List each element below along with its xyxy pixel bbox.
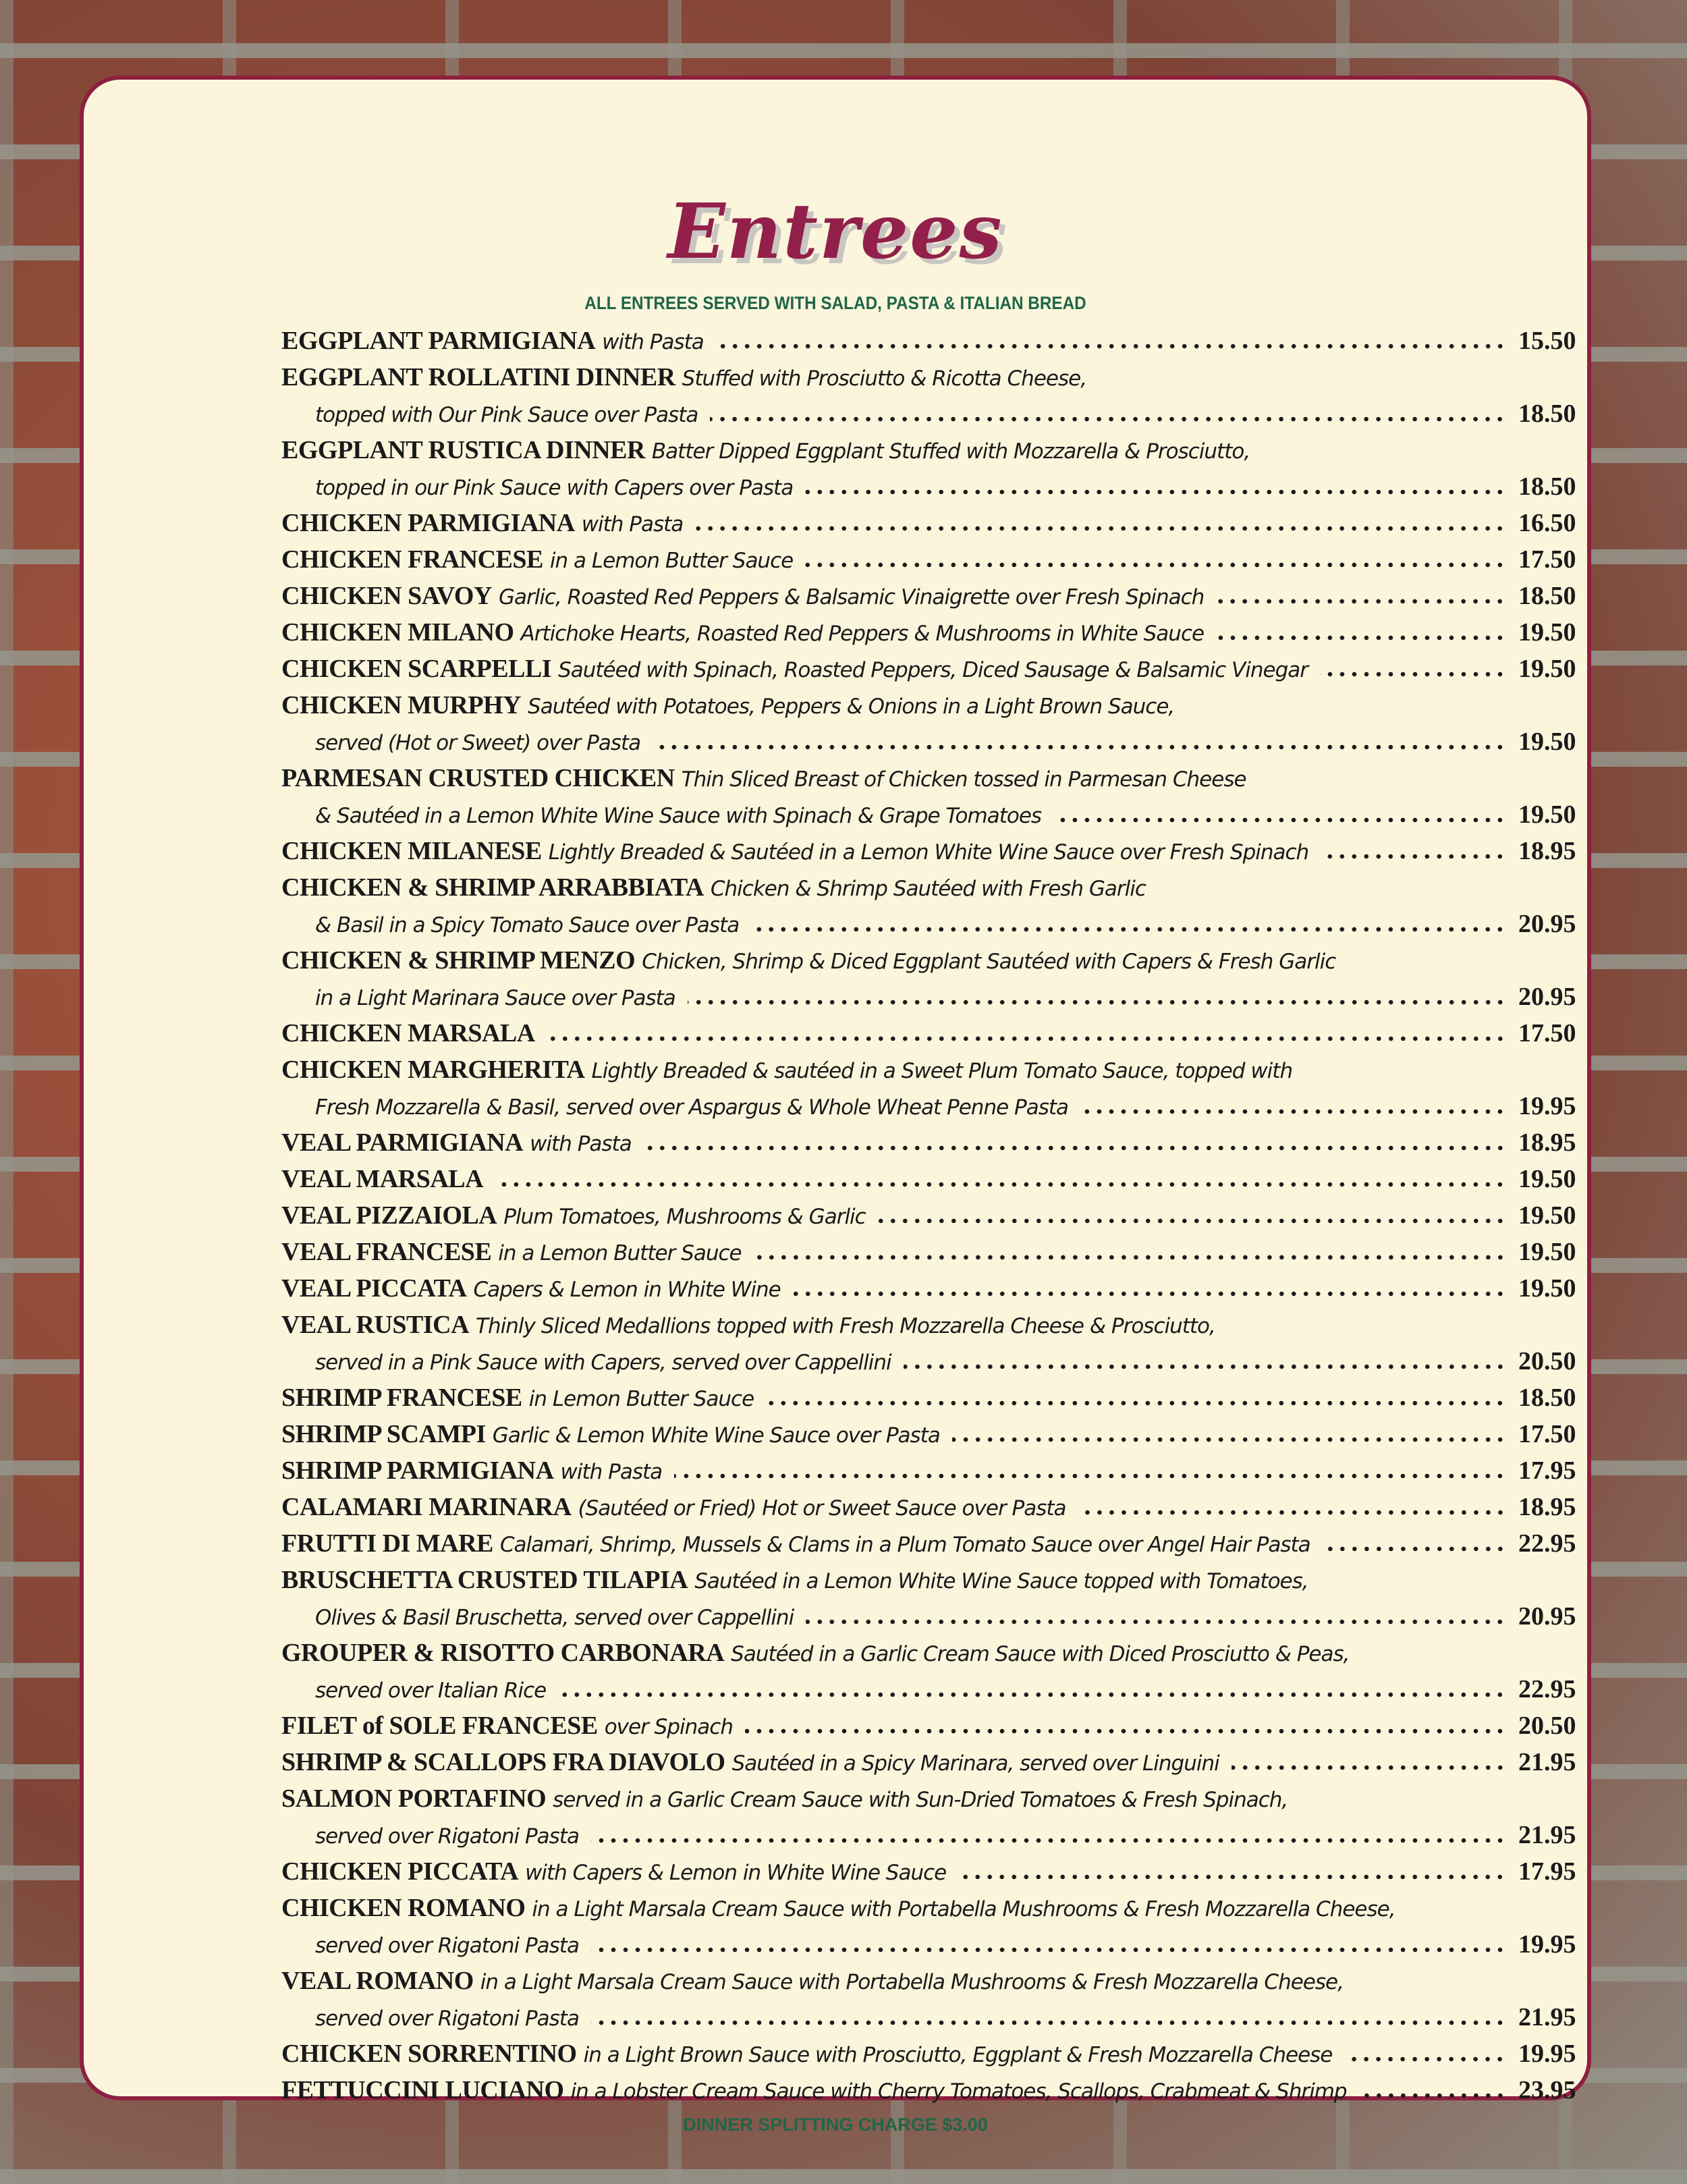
item-description: Sautéed in a Spicy Marinara, served over Linguini bbox=[731, 1751, 1219, 1776]
dot-leader bbox=[1344, 2056, 1506, 2062]
item-price: 18.50 bbox=[1518, 582, 1576, 610]
item-description-continued: Fresh Mozzarella & Basil, served over Aspargus & Whole Wheat Penne Pasta bbox=[315, 1095, 1069, 1120]
menu-item-line bbox=[281, 1525, 1575, 1562]
item-description: Plum Tomatoes, Mushrooms & Garlic bbox=[503, 1205, 866, 1229]
item-description: in a Light Brown Sauce with Prosciutto, Eggplant & Fresh Mozzarella Cheese bbox=[583, 2043, 1333, 2067]
item-name: CHICKEN MILANESE bbox=[281, 837, 542, 865]
menu-item bbox=[281, 833, 1575, 869]
item-name: EGGPLANT PARMIGIANA bbox=[281, 327, 596, 355]
item-description: Capers & Lemon in White Wine bbox=[473, 1278, 781, 1302]
footer-note: DINNER SPLITTING CHARGE $3.00 bbox=[683, 2114, 988, 2135]
item-name: CHICKEN ROMANO bbox=[281, 1894, 526, 1922]
item-description: in a Light Marsala Cream Sauce with Portabella Mushrooms & Fresh Mozzarella Cheese, bbox=[480, 1970, 1344, 1994]
item-description: Sautéed in a Lemon White Wine Sauce topped with Tomatoes, bbox=[694, 1569, 1308, 1593]
item-description: with Capers & Lemon in White Wine Sauce bbox=[525, 1861, 947, 1885]
item-price: 18.95 bbox=[1518, 837, 1576, 865]
dot-leader bbox=[793, 1291, 1506, 1296]
menu-item bbox=[281, 1452, 1575, 1489]
item-name: VEAL FRANCESE bbox=[281, 1238, 492, 1266]
menu-item bbox=[281, 1963, 1575, 2036]
dot-leader bbox=[1053, 817, 1506, 823]
item-name: CHICKEN SORRENTINO bbox=[281, 2040, 577, 2068]
menu-item bbox=[281, 541, 1575, 578]
menu-item-line bbox=[281, 1452, 1575, 1489]
item-description: Thin Sliced Breast of Chicken tossed in Parmesan Cheese bbox=[681, 767, 1246, 792]
item-price: 20.95 bbox=[1518, 910, 1576, 938]
item-price: 23.95 bbox=[1518, 2076, 1576, 2104]
menu-item bbox=[281, 942, 1575, 1015]
menu-item-line bbox=[281, 724, 1575, 760]
menu-item-line bbox=[281, 1124, 1575, 1161]
item-description: in a Lemon Butter Sauce bbox=[549, 549, 794, 573]
dot-leader bbox=[644, 1145, 1506, 1151]
item-name: CHICKEN MURPHY bbox=[281, 691, 522, 719]
menu-item bbox=[281, 1234, 1575, 1270]
menu-item-line bbox=[281, 541, 1575, 578]
menu-item-line bbox=[281, 1234, 1575, 1270]
item-price: 18.50 bbox=[1518, 472, 1576, 501]
dot-leader bbox=[952, 1437, 1506, 1442]
menu-item bbox=[281, 869, 1575, 942]
item-description-continued: served over Rigatoni Pasta bbox=[315, 1824, 579, 1849]
menu-item-line bbox=[281, 1088, 1575, 1124]
menu-item-line bbox=[281, 1489, 1575, 1525]
item-price: 18.95 bbox=[1518, 1128, 1576, 1157]
item-name: VEAL PARMIGIANA bbox=[281, 1128, 524, 1157]
item-description: Calamari, Shrimp, Mussels & Clams in a Plum Tomato Sauce over Angel Hair Pasta bbox=[499, 1533, 1310, 1557]
menu-item bbox=[281, 1780, 1575, 1853]
dot-leader bbox=[695, 526, 1506, 531]
item-description: Artichoke Hearts, Roasted Red Peppers & Mushrooms in White Sauce bbox=[520, 622, 1205, 646]
item-description: Lightly Breaded & sautéed in a Sweet Plum Tomato Sauce, topped with bbox=[591, 1059, 1293, 1083]
item-description: in a Lemon Butter Sauce bbox=[498, 1241, 742, 1265]
item-price: 22.95 bbox=[1518, 1675, 1576, 1703]
item-name: EGGPLANT RUSTICA DINNER bbox=[281, 436, 645, 464]
dot-leader bbox=[806, 1619, 1506, 1625]
menu-item bbox=[281, 1416, 1575, 1452]
item-name: GROUPER & RISOTTO CARBONARA bbox=[281, 1639, 725, 1667]
menu-item-line bbox=[281, 1817, 1575, 1853]
menu-item-line bbox=[281, 432, 1575, 468]
menu-item bbox=[281, 1052, 1575, 1124]
item-price: 19.95 bbox=[1518, 1930, 1576, 1959]
menu-item bbox=[281, 1890, 1575, 1963]
item-price: 17.95 bbox=[1518, 1857, 1576, 1886]
dot-leader bbox=[1359, 2093, 1506, 2098]
item-description: in a Lobster Cream Sauce with Cherry Tomatoes, Scallops, Crabmeat & Shrimp bbox=[570, 2079, 1347, 2104]
item-name: VEAL PIZZAIOLA bbox=[281, 1201, 497, 1230]
menu-item-line bbox=[281, 1161, 1575, 1197]
item-description: Sautéed in a Garlic Cream Sauce with Diced Prosciutto & Peas, bbox=[731, 1642, 1350, 1666]
item-name: SALMON PORTAFINO bbox=[281, 1784, 547, 1813]
menu-item bbox=[281, 1270, 1575, 1307]
item-description-continued: served over Rigatoni Pasta bbox=[315, 2006, 579, 2031]
item-description: Lightly Breaded & Sautéed in a Lemon White Wine Sauce over Fresh Spinach bbox=[548, 840, 1309, 865]
menu-item-line bbox=[281, 614, 1575, 651]
menu-card bbox=[80, 76, 1591, 2135]
item-name: SHRIMP SCAMPI bbox=[281, 1420, 486, 1448]
menu-item-line bbox=[281, 906, 1575, 942]
menu-item bbox=[281, 1124, 1575, 1161]
item-price: 18.95 bbox=[1518, 1493, 1576, 1521]
dot-leader bbox=[591, 1838, 1506, 1843]
menu-item-line bbox=[281, 1780, 1575, 1817]
item-price: 19.50 bbox=[1518, 1238, 1576, 1266]
menu-item bbox=[281, 578, 1575, 614]
menu-item bbox=[281, 651, 1575, 687]
menu-item bbox=[281, 1744, 1575, 1780]
item-price: 17.95 bbox=[1518, 1456, 1576, 1485]
item-name: CHICKEN PICCATA bbox=[281, 1857, 519, 1886]
item-name: SHRIMP & SCALLOPS FRA DIAVOLO bbox=[281, 1748, 725, 1776]
item-price: 21.95 bbox=[1518, 2003, 1576, 2031]
menu-item-line bbox=[281, 323, 1575, 359]
dot-leader bbox=[805, 562, 1506, 568]
item-price: 19.50 bbox=[1518, 1274, 1576, 1303]
menu-item bbox=[281, 687, 1575, 760]
menu-item-line bbox=[281, 1052, 1575, 1088]
dot-leader bbox=[674, 1473, 1506, 1479]
menu-item-line bbox=[281, 760, 1575, 796]
item-name: EGGPLANT ROLLATINI DINNER bbox=[281, 363, 675, 391]
menu-item-line bbox=[281, 2036, 1575, 2072]
menu-item bbox=[281, 1380, 1575, 1416]
dot-leader bbox=[591, 2020, 1506, 2025]
menu-item-line bbox=[281, 1671, 1575, 1708]
item-price: 19.50 bbox=[1518, 1165, 1576, 1193]
menu-item-line bbox=[281, 1416, 1575, 1452]
subtitle: ALL ENTREES SERVED WITH SALAD, PASTA & ITALIAN BREAD bbox=[584, 293, 1086, 313]
menu-item-line bbox=[281, 468, 1575, 505]
menu-item-line bbox=[281, 651, 1575, 687]
menu-item bbox=[281, 1197, 1575, 1234]
item-price: 20.95 bbox=[1518, 1602, 1576, 1631]
menu-item-line bbox=[281, 1562, 1575, 1598]
menu-item-line bbox=[281, 1015, 1575, 1052]
item-price: 20.50 bbox=[1518, 1712, 1576, 1740]
menu-item bbox=[281, 1489, 1575, 1525]
dot-leader bbox=[495, 1182, 1506, 1187]
item-description: in a Light Marsala Cream Sauce with Portabella Mushrooms & Fresh Mozzarella Cheese, bbox=[532, 1897, 1395, 1921]
dot-leader bbox=[558, 1692, 1506, 1697]
item-description-continued: served in a Pink Sauce with Capers, served over Cappellini bbox=[315, 1350, 891, 1375]
dot-leader bbox=[904, 1364, 1506, 1369]
dot-leader bbox=[1078, 1510, 1506, 1515]
menu-item-line bbox=[281, 578, 1575, 614]
menu-item bbox=[281, 1562, 1575, 1635]
item-price: 17.50 bbox=[1518, 545, 1576, 574]
dot-leader bbox=[751, 927, 1506, 932]
dot-leader bbox=[688, 1000, 1506, 1005]
item-price: 15.50 bbox=[1518, 327, 1576, 355]
item-name: SHRIMP PARMIGIANA bbox=[281, 1456, 554, 1485]
item-price: 21.95 bbox=[1518, 1821, 1576, 1849]
menu-item bbox=[281, 1708, 1575, 1744]
item-name: CHICKEN MILANO bbox=[281, 618, 514, 647]
item-name: VEAL ROMANO bbox=[281, 1967, 474, 1995]
dot-leader bbox=[716, 344, 1506, 349]
menu-item-line bbox=[281, 1963, 1575, 1999]
menu-item-line bbox=[281, 2072, 1575, 2108]
item-price: 21.95 bbox=[1518, 1748, 1576, 1776]
menu-item bbox=[281, 1525, 1575, 1562]
item-name: CHICKEN & SHRIMP ARRABBIATA bbox=[281, 873, 704, 902]
item-name: CHICKEN MARSALA bbox=[281, 1019, 535, 1047]
menu-item bbox=[281, 1015, 1575, 1052]
item-description-continued: Olives & Basil Bruschetta, served over Cappellini bbox=[315, 1606, 794, 1630]
dot-leader bbox=[958, 1874, 1506, 1880]
item-name: VEAL RUSTICA bbox=[281, 1311, 470, 1339]
dot-leader bbox=[1323, 1546, 1506, 1552]
item-name: CHICKEN SCARPELLI bbox=[281, 655, 552, 683]
menu-item-line bbox=[281, 833, 1575, 869]
item-description: (Sautéed or Fried) Hot or Sweet Sauce over Pasta bbox=[578, 1496, 1066, 1521]
dot-leader bbox=[1216, 635, 1506, 640]
dot-leader bbox=[878, 1218, 1506, 1224]
item-price: 19.50 bbox=[1518, 1201, 1576, 1230]
item-price: 22.95 bbox=[1518, 1529, 1576, 1558]
dot-leader bbox=[766, 1400, 1506, 1406]
menu-item bbox=[281, 2072, 1575, 2108]
menu-item-line bbox=[281, 869, 1575, 906]
item-description: over Spinach bbox=[604, 1715, 733, 1739]
dot-leader bbox=[1080, 1109, 1506, 1114]
menu-item-line bbox=[281, 796, 1575, 833]
menu-item-line bbox=[281, 1343, 1575, 1380]
item-description-continued: & Sautéed in a Lemon White Wine Sauce with Spinach & Grape Tomatoes bbox=[315, 804, 1042, 828]
menu-item-line bbox=[281, 1744, 1575, 1780]
menu-item-line bbox=[281, 1197, 1575, 1234]
menu-item-line bbox=[281, 979, 1575, 1015]
menu-item bbox=[281, 505, 1575, 541]
item-description: served in a Garlic Cream Sauce with Sun-Dried Tomatoes & Fresh Spinach, bbox=[553, 1788, 1288, 1812]
menu-item-line bbox=[281, 1598, 1575, 1635]
item-description: Garlic & Lemon White Wine Sauce over Pasta bbox=[492, 1423, 940, 1448]
dot-leader bbox=[1216, 599, 1506, 604]
item-name: SHRIMP FRANCESE bbox=[281, 1384, 522, 1412]
menu-item-line bbox=[281, 1635, 1575, 1671]
item-name: CHICKEN & SHRIMP MENZO bbox=[281, 946, 636, 975]
item-price: 17.50 bbox=[1518, 1420, 1576, 1448]
item-name: CHICKEN FRANCESE bbox=[281, 545, 543, 574]
menu-item-line bbox=[281, 1307, 1575, 1343]
menu-item bbox=[281, 359, 1575, 432]
item-price: 20.95 bbox=[1518, 983, 1576, 1011]
item-name: CHICKEN SAVOY bbox=[281, 582, 492, 610]
item-price: 16.50 bbox=[1518, 509, 1576, 537]
item-description: with Pasta bbox=[530, 1132, 632, 1156]
item-description: in Lemon Butter Sauce bbox=[528, 1387, 754, 1411]
item-description-continued: served (Hot or Sweet) over Pasta bbox=[315, 731, 641, 755]
item-description: Sautéed with Spinach, Roasted Peppers, Diced Sausage & Balsamic Vinegar bbox=[558, 658, 1308, 682]
item-name: BRUSCHETTA CRUSTED TILAPIA bbox=[281, 1566, 688, 1594]
item-description-continued: & Basil in a Spicy Tomato Sauce over Pasta bbox=[315, 913, 740, 937]
menu-item bbox=[281, 1161, 1575, 1197]
menu-item-line bbox=[281, 1853, 1575, 1890]
item-description: Batter Dipped Eggplant Stuffed with Mozzarella & Prosciutto, bbox=[651, 439, 1250, 464]
menu-item-line bbox=[281, 395, 1575, 432]
dot-leader bbox=[754, 1255, 1506, 1260]
item-name: CALAMARI MARINARA bbox=[281, 1493, 572, 1521]
item-price: 19.50 bbox=[1518, 655, 1576, 683]
item-name: VEAL PICCATA bbox=[281, 1274, 467, 1303]
menu-item-line bbox=[281, 1708, 1575, 1744]
dot-leader bbox=[710, 416, 1506, 422]
menu-item-line bbox=[281, 1890, 1575, 1926]
item-description: Sautéed with Potatoes, Peppers & Onions in a Light Brown Sauce, bbox=[528, 694, 1175, 719]
item-name: PARMESAN CRUSTED CHICKEN bbox=[281, 764, 675, 792]
menu-item-line bbox=[281, 687, 1575, 724]
menu-item bbox=[281, 614, 1575, 651]
dot-leader bbox=[1232, 1765, 1506, 1770]
item-name: FETTUCCINI LUCIANO bbox=[281, 2076, 564, 2104]
item-price: 19.50 bbox=[1518, 800, 1576, 829]
item-name: FILET of SOLE FRANCESE bbox=[281, 1712, 598, 1740]
item-name: FRUTTI DI MARE bbox=[281, 1529, 493, 1558]
menu-item bbox=[281, 1635, 1575, 1708]
dot-leader bbox=[547, 1036, 1506, 1041]
dot-leader bbox=[1321, 854, 1506, 859]
item-description-continued: served over Rigatoni Pasta bbox=[315, 1934, 579, 1958]
item-description-continued: topped with Our Pink Sauce over Pasta bbox=[315, 403, 698, 427]
dot-leader bbox=[745, 1728, 1506, 1734]
item-name: CHICKEN MARGHERITA bbox=[281, 1056, 585, 1084]
item-price: 19.50 bbox=[1518, 728, 1576, 756]
item-description-continued: served over Italian Rice bbox=[315, 1678, 547, 1703]
menu-item-line bbox=[281, 1380, 1575, 1416]
dot-leader bbox=[805, 489, 1506, 495]
menu-item bbox=[281, 1307, 1575, 1380]
menu-item-line bbox=[281, 359, 1575, 395]
item-description: Chicken, Shrimp & Diced Eggplant Sautéed with Capers & Fresh Garlic bbox=[642, 950, 1336, 974]
menu-item bbox=[281, 432, 1575, 505]
item-name: VEAL MARSALA bbox=[281, 1165, 484, 1193]
item-price: 19.95 bbox=[1518, 1092, 1576, 1120]
item-description: Garlic, Roasted Red Peppers & Balsamic Vinaigrette over Fresh Spinach bbox=[498, 585, 1205, 609]
menu-item-line bbox=[281, 1999, 1575, 2036]
item-price: 20.50 bbox=[1518, 1347, 1576, 1375]
item-description-continued: topped in our Pink Sauce with Capers over Pasta bbox=[315, 476, 794, 500]
item-description: Stuffed with Prosciutto & Ricotta Cheese, bbox=[682, 366, 1087, 391]
item-description: with Pasta bbox=[602, 330, 704, 354]
entree-list bbox=[281, 323, 1575, 2108]
menu-item bbox=[281, 2036, 1575, 2072]
item-description: with Pasta bbox=[560, 1460, 663, 1484]
dot-leader bbox=[591, 1947, 1506, 1953]
item-price: 17.50 bbox=[1518, 1019, 1576, 1047]
menu-item-line bbox=[281, 1270, 1575, 1307]
item-price: 19.95 bbox=[1518, 2040, 1576, 2068]
item-name: CHICKEN PARMIGIANA bbox=[281, 509, 575, 537]
menu-item bbox=[281, 760, 1575, 833]
menu-item-line bbox=[281, 505, 1575, 541]
item-price: 18.50 bbox=[1518, 1384, 1576, 1412]
page-title: Entrees bbox=[667, 188, 1003, 276]
item-description: Chicken & Shrimp Sautéed with Fresh Garlic bbox=[710, 877, 1146, 901]
item-description: Thinly Sliced Medallions topped with Fresh Mozzarella Cheese & Prosciutto, bbox=[476, 1314, 1215, 1338]
menu-item bbox=[281, 1853, 1575, 1890]
item-description: with Pasta bbox=[581, 512, 684, 537]
dot-leader bbox=[1320, 672, 1506, 677]
menu-item-line bbox=[281, 1926, 1575, 1963]
dot-leader bbox=[653, 744, 1506, 750]
item-description-continued: in a Light Marinara Sauce over Pasta bbox=[315, 986, 675, 1010]
item-price: 19.50 bbox=[1518, 618, 1576, 647]
menu-item bbox=[281, 323, 1575, 359]
menu-item-line bbox=[281, 942, 1575, 979]
item-price: 18.50 bbox=[1518, 400, 1576, 428]
